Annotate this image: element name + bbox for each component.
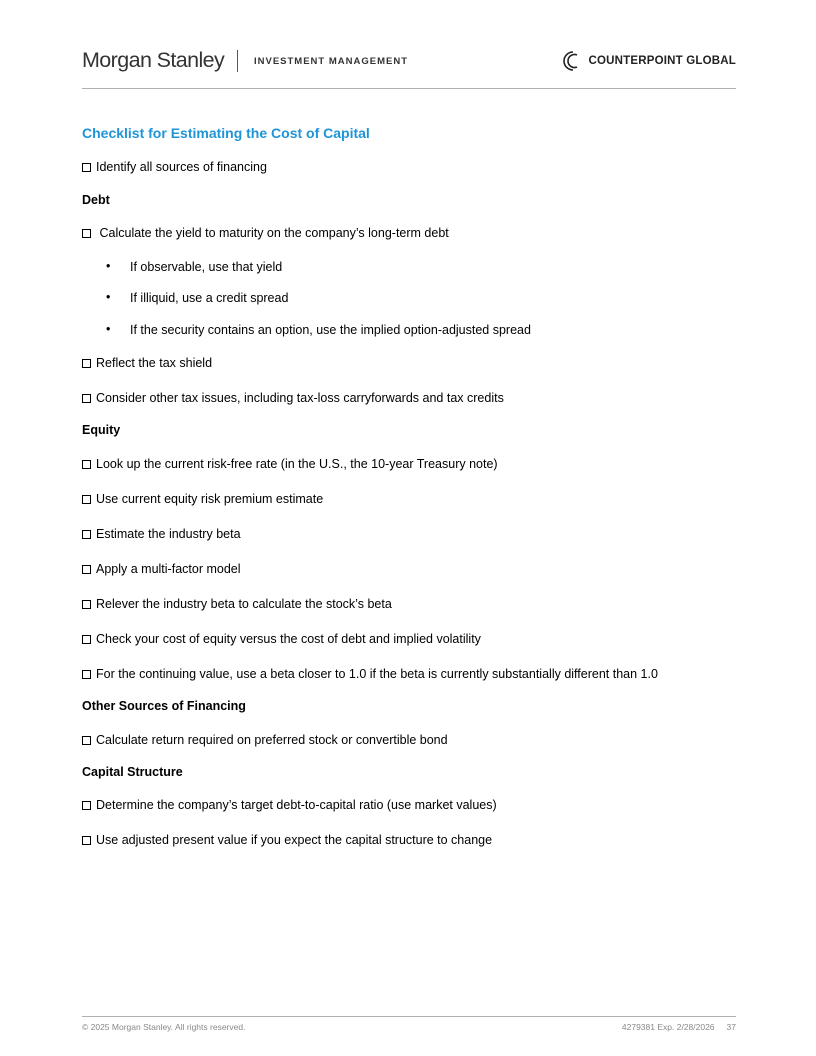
page-number: 37: [726, 1022, 736, 1032]
checklist-item: [82, 226, 449, 240]
page-header: [82, 46, 736, 76]
footer-meta: [622, 1022, 736, 1032]
bullet-item-label: If observable, use that yield: [130, 260, 283, 274]
checklist-item-label: Estimate the industry beta: [96, 527, 241, 541]
checklist-item: [82, 356, 212, 370]
section-heading-equity: Equity: [82, 423, 121, 437]
checklist-item: [82, 160, 267, 174]
checklist-item: [82, 527, 241, 541]
counterpoint-logo: [558, 49, 736, 73]
bullet-icon: •: [106, 322, 111, 336]
bullet-icon: •: [106, 259, 111, 273]
checklist-item: [82, 632, 481, 646]
checkbox-icon[interactable]: [82, 801, 91, 810]
section-heading-debt: Debt: [82, 193, 110, 207]
checkbox-icon[interactable]: [82, 495, 91, 504]
counterpoint-icon: [558, 50, 584, 72]
checkbox-icon[interactable]: [82, 460, 91, 469]
checklist-item: [82, 833, 492, 847]
checklist-item: [82, 562, 241, 576]
checklist-item-label: Check your cost of equity versus the cost of debt and implied volatility: [96, 632, 481, 646]
division-label: INVESTMENT MANAGEMENT: [254, 56, 408, 67]
checkbox-icon[interactable]: [82, 565, 91, 574]
checklist-item-label: Relever the industry beta to calculate the stock’s beta: [96, 597, 392, 611]
checklist-item-label: Consider other tax issues, including tax-loss carryforwards and tax credits: [96, 391, 504, 405]
checklist-item-label: Use adjusted present value if you expect the capital structure to change: [96, 833, 493, 847]
checklist-item: [82, 457, 498, 471]
checkbox-icon[interactable]: [82, 163, 91, 172]
checkbox-icon[interactable]: [82, 600, 91, 609]
checklist-item-label: Identify all sources of financing: [96, 160, 267, 174]
checkbox-icon[interactable]: [82, 229, 91, 238]
footer-code: 4279381 Exp. 2/28/2026: [621, 1022, 715, 1032]
checklist-item-label: Determine the company’s target debt-to-capital ratio (use market values): [96, 798, 497, 812]
header-rule: [82, 88, 736, 89]
bullet-item-label: If illiquid, use a credit spread: [130, 291, 289, 305]
section-heading-other-sources: Other Sources of Financing: [82, 699, 246, 713]
checklist-item-label: For the continuing value, use a beta closer to 1.0 if the beta is currently substantially different than 1.0: [96, 667, 658, 681]
checklist-item: [82, 667, 658, 681]
checklist-item-label: Reflect the tax shield: [96, 356, 213, 370]
checklist-item-label: Look up the current risk-free rate (in the U.S., the 10-year Treasury note): [96, 457, 498, 471]
checkbox-icon[interactable]: [82, 530, 91, 539]
checklist-item: [82, 492, 323, 506]
header-divider: [237, 50, 238, 72]
section-heading-capital-structure: Capital Structure: [82, 765, 183, 779]
checklist-item-label: Calculate return required on preferred stock or convertible bond: [96, 733, 448, 747]
checkbox-icon[interactable]: [82, 635, 91, 644]
bullet-item-label: If the security contains an option, use the implied option-adjusted spread: [130, 323, 531, 337]
bullet-icon: •: [106, 290, 111, 304]
checkbox-icon[interactable]: [82, 359, 91, 368]
footer-rule: [82, 1016, 736, 1017]
checklist-item-label: Calculate the yield to maturity on the company’s long-term debt: [99, 226, 449, 240]
page-title: Checklist for Estimating the Cost of Capital: [82, 125, 370, 141]
checklist-item: [82, 733, 448, 747]
checkbox-icon[interactable]: [82, 670, 91, 679]
morgan-stanley-logo: Morgan Stanley: [82, 48, 225, 72]
checkbox-icon[interactable]: [82, 836, 91, 845]
checklist-item-label: Use current equity risk premium estimate: [96, 492, 324, 506]
checkbox-icon[interactable]: [82, 394, 91, 403]
checklist-item: [82, 391, 504, 405]
footer-copyright: © 2025 Morgan Stanley. All rights reserved.: [82, 1022, 246, 1032]
checklist-item: [82, 597, 392, 611]
checkbox-icon[interactable]: [82, 736, 91, 745]
checklist-item-label: Apply a multi-factor model: [96, 562, 241, 576]
partner-name: COUNTERPOINT GLOBAL: [588, 55, 736, 67]
checklist-item: [82, 798, 497, 812]
